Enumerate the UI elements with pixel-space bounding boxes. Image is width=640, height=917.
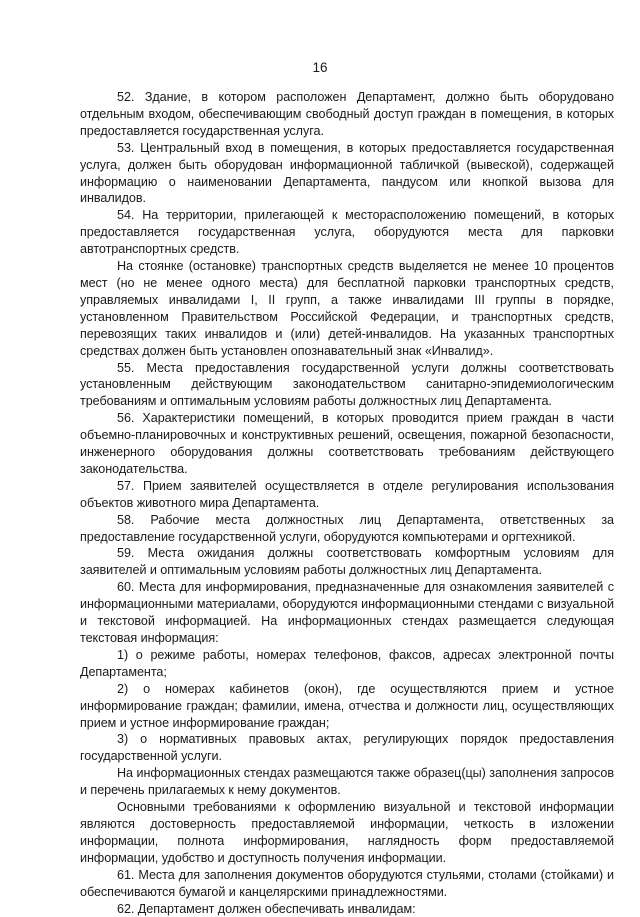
paragraph-57: 57. Прием заявителей осуществляется в отделе регулирования использования объектов животного мира Департамента. — [80, 478, 614, 512]
paragraph-60-item-1: 1) о режиме работы, номерах телефонов, факсов, адресах электронной почты Департамента; — [80, 647, 614, 681]
paragraph-58: 58. Рабочие места должностных лиц Департамента, ответственных за предоставление государственной услуги, оборудуются компьютерами и оргтехникой. — [80, 512, 614, 546]
paragraph-56: 56. Характеристики помещений, в которых проводится прием граждан в части объемно-планировочных и конструктивных решений, освещения, пожарной безопасности, инженерного оборудования должны соответствовать требованиям действующего законодательства. — [80, 410, 614, 478]
paragraph-61: 61. Места для заполнения документов оборудуются стульями, столами (стойками) и обеспечиваются бумагой и канцелярскими принадлежностями. — [80, 867, 614, 901]
paragraph-53: 53. Центральный вход в помещения, в которых предоставляется государственная услуга, должен быть оборудован информационной табличкой (вывеской), содержащей информацию о наименовании Департамента, пандусом или кнопкой вызова для инвалидов. — [80, 140, 614, 208]
paragraph-60-item-2: 2) о номерах кабинетов (окон), где осуществляются прием и устное информирование граждан; фамилии, имена, отчества и должности лиц, осуществляющих прием и устное информирование граждан; — [80, 681, 614, 732]
paragraph-60-requirements: Основными требованиями к оформлению визуальной и текстовой информации являются достоверность предоставляемой информации, четкость в изложении информации, полнота информирования, наглядность форм предоставляемой информации, удобство и доступность получения информации. — [80, 799, 614, 867]
paragraph-62: 62. Департамент должен обеспечивать инвалидам: — [80, 901, 614, 917]
paragraph-54-parking: На стоянке (остановке) транспортных средств выделяется не менее 10 процентов мест (но не менее одного места) для бесплатной парковки транспортных средств, управляемых инвалидами I, II групп, а также инвалидами III группы в порядке, установленном Правительством Российской Федерации, и транспортных средств, перевозящих таких инвалидов и (или) детей-инвалидов. На указанных транспортных средствах должен быть установлен опознавательный знак «Инвалид». — [80, 258, 614, 359]
document-body — [80, 89, 614, 917]
paragraph-55: 55. Места предоставления государственной услуги должны соответствовать установленным действующим законодательством санитарно-эпидемиологическим требованиям и оптимальным условиям работы должностных лиц Департамента. — [80, 360, 614, 411]
page-number: 16 — [0, 60, 640, 76]
paragraph-60: 60. Места для информирования, предназначенные для ознакомления заявителей с информационными материалами, оборудуются информационными стендами с визуальной и текстовой информацией. На информационных стендах размещается следующая текстовая информация: — [80, 579, 614, 647]
paragraph-52: 52. Здание, в котором расположен Департамент, должно быть оборудовано отдельным входом, обеспечивающим свободный доступ граждан в помещения, в которых предоставляется государственная услуга. — [80, 89, 614, 140]
paragraph-59: 59. Места ожидания должны соответствовать комфортным условиям для заявителей и оптимальным условиям работы должностных лиц Департамента. — [80, 545, 614, 579]
paragraph-60-item-3: 3) о нормативных правовых актах, регулирующих порядок предоставления государственной услуги. — [80, 731, 614, 765]
paragraph-54: 54. На территории, прилегающей к месторасположению помещений, в которых предоставляется государственная услуга, оборудуются места для парковки автотранспортных средств. — [80, 207, 614, 258]
paragraph-60-samples: На информационных стендах размещаются также образец(цы) заполнения запросов и перечень прилагаемых к нему документов. — [80, 765, 614, 799]
